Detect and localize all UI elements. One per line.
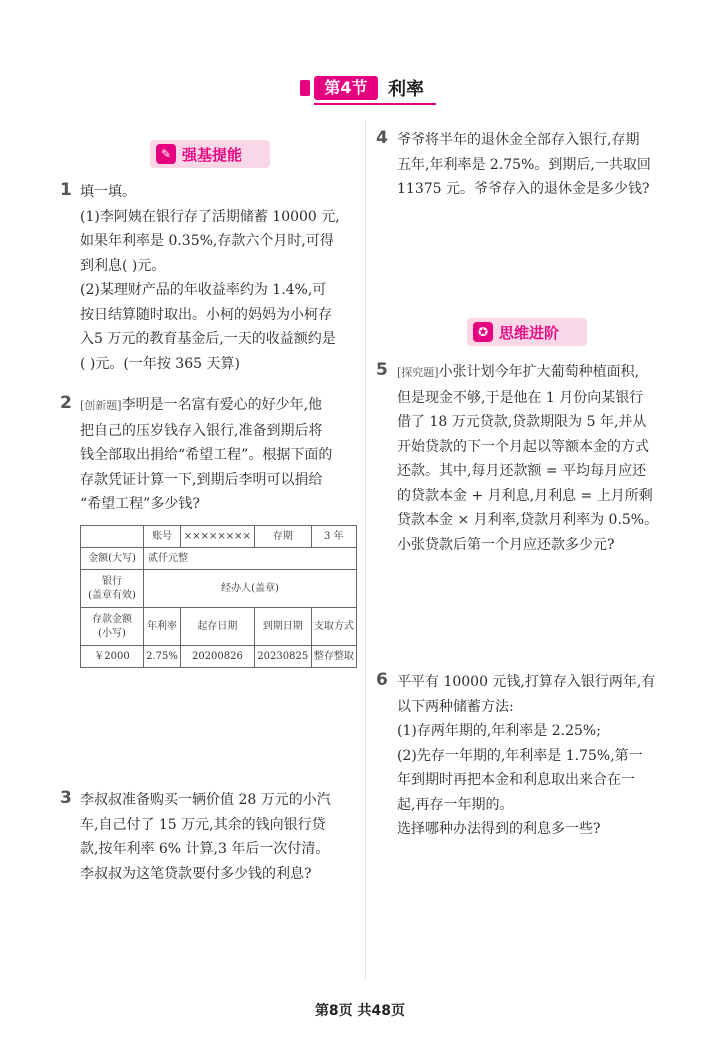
- cell-line: (盖章有效): [88, 589, 136, 601]
- lesson-header: [300, 74, 440, 104]
- pencil-icon: ✎: [156, 144, 176, 164]
- section-title-advanced: 思维进阶: [499, 324, 560, 342]
- question-tag: [创新题]: [80, 399, 122, 412]
- question-line: 款,按年利率 6% 计算,3 年后一次付清。: [80, 841, 330, 857]
- table-cell: ××××××××: [181, 526, 255, 548]
- question-line: (2)先存一年期的,年利率是 1.75%,第一: [397, 747, 643, 764]
- question-number: 3: [60, 788, 72, 808]
- question-line: 把自己的压岁钱存入银行,准备到期后将: [80, 422, 323, 439]
- question-tag: [探究题]: [397, 366, 439, 379]
- question-3: [80, 788, 365, 886]
- table-cell: 支取方式: [311, 608, 356, 646]
- header-marker-icon: [300, 80, 310, 96]
- question-number: 5: [376, 360, 388, 380]
- question-line: 贷款本金 × 月利率,贷款月利率为 0.5%。: [397, 512, 659, 528]
- deposit-receipt-table: [80, 525, 357, 668]
- question-1: [80, 180, 365, 376]
- question-line: 开始贷款的下一个月起以等额本金的方式: [397, 438, 649, 455]
- question-line: 钱全部取出捐给“希望工程”。根据下面的: [80, 447, 333, 463]
- question-number: 4: [376, 128, 388, 148]
- table-cell: 年利率: [144, 608, 181, 646]
- table-cell: 存期: [254, 526, 311, 548]
- question-line: (1)李阿姨在银行存了活期储蓄 10000 元,: [80, 208, 340, 225]
- table-cell: 3 年: [311, 526, 356, 548]
- question-line: 借了 18 万元贷款,贷款期限为 5 年,并从: [397, 414, 647, 430]
- section-title-basic: 强基提能: [182, 146, 243, 164]
- question-line: (1)存两年期的,年利率是 2.25%;: [397, 723, 601, 739]
- question-6: [397, 670, 697, 842]
- question-line: 以下两种储蓄方法:: [397, 698, 514, 715]
- question-line: 还款。其中,每月还款额 = 平均每月应还: [397, 463, 647, 479]
- table-cell: [81, 608, 144, 646]
- lesson-title: 利率: [388, 79, 424, 100]
- cell-line: 存款金额: [92, 613, 132, 625]
- table-cell: 起存日期: [181, 608, 255, 646]
- question-line: 起,再存一年期的。: [397, 796, 514, 813]
- table-cell: 经办人(盖章): [144, 570, 357, 608]
- table-cell: 20230825: [254, 646, 311, 668]
- question-line: 到利息( )元。: [80, 257, 166, 274]
- question-line: 车,自己付了 15 万元,其余的钱向银行贷: [80, 816, 326, 833]
- question-line: 李叔叔准备购买一辆价值 28 万元的小汽: [80, 792, 331, 808]
- table-cell: 到期日期: [254, 608, 311, 646]
- question-line: 李明是一名富有爱心的好少年,他: [121, 397, 323, 413]
- table-cell: [81, 526, 144, 548]
- question-number: 1: [60, 180, 72, 200]
- column-divider: [365, 120, 366, 980]
- question-number: 6: [376, 670, 388, 690]
- question-line: 五年,年利率是 2.75%。到期后,一共取回: [397, 156, 651, 173]
- table-cell: 金额(大写): [81, 548, 144, 570]
- question-line: 的贷款本金 + 月利息,月利息 = 上月所剩: [397, 487, 653, 504]
- question-line: 如果年利率是 0.35%,存款六个月时,可得: [80, 233, 334, 249]
- medal-icon: ✪: [473, 322, 493, 342]
- question-line: 年到期时再把本金和利息取出来合在一: [397, 772, 635, 788]
- lesson-badge: 第4节: [314, 76, 378, 100]
- section-banner-basic: [150, 140, 270, 168]
- question-4: [397, 128, 697, 202]
- table-cell: 贰仟元整: [144, 548, 357, 570]
- question-line: 李叔叔为这笔贷款要付多少钱的利息?: [80, 865, 312, 882]
- question-line: (2)某理财产品的年收益率约为 1.4%,可: [80, 282, 327, 298]
- header-underline: [314, 103, 436, 105]
- question-line: “希望工程”多少钱?: [80, 496, 200, 512]
- table-cell: 2.75%: [144, 646, 181, 668]
- question-line: 但是现金不够,于是他在 1 月份向某银行: [397, 389, 644, 406]
- table-cell: 整存整取: [311, 646, 356, 668]
- question-line: 入5 万元的教育基金后,一天的收益额约是: [80, 331, 336, 347]
- question-line: 小张贷款后第一个月应还款多少元?: [397, 536, 615, 553]
- question-2: [80, 393, 365, 517]
- question-line: 11375 元。爷爷存入的退休金是多少钱?: [397, 181, 650, 197]
- table-cell: 账号: [144, 526, 181, 548]
- question-line: 爷爷将半年的退休金全部存入银行,存期: [397, 132, 640, 148]
- question-line: 选择哪种办法得到的利息多一些?: [397, 821, 601, 837]
- question-number: 2: [60, 393, 72, 413]
- table-cell: [81, 570, 144, 608]
- question-5: [397, 360, 697, 557]
- question-line: ( )元。(一年按 365 天算): [80, 355, 240, 372]
- table-cell: 20200826: [181, 646, 255, 668]
- question-line: 填一填。: [80, 184, 136, 200]
- question-line: 按日结算随时取出。小柯的妈妈为小柯存: [80, 306, 332, 323]
- question-line: 存款凭证计算一下,到期后李明可以捐给: [80, 471, 323, 488]
- cell-line: (小写): [98, 627, 126, 639]
- question-line: 小张计划今年扩大葡萄种植面积,: [438, 364, 640, 380]
- section-banner-advanced: [467, 318, 587, 346]
- table-cell: ￥2000: [81, 646, 144, 668]
- question-line: 平平有 10000 元钱,打算存入银行两年,有: [397, 674, 656, 690]
- cell-line: 银行: [102, 575, 122, 587]
- page-number: 第8页 共48页: [314, 1003, 406, 1019]
